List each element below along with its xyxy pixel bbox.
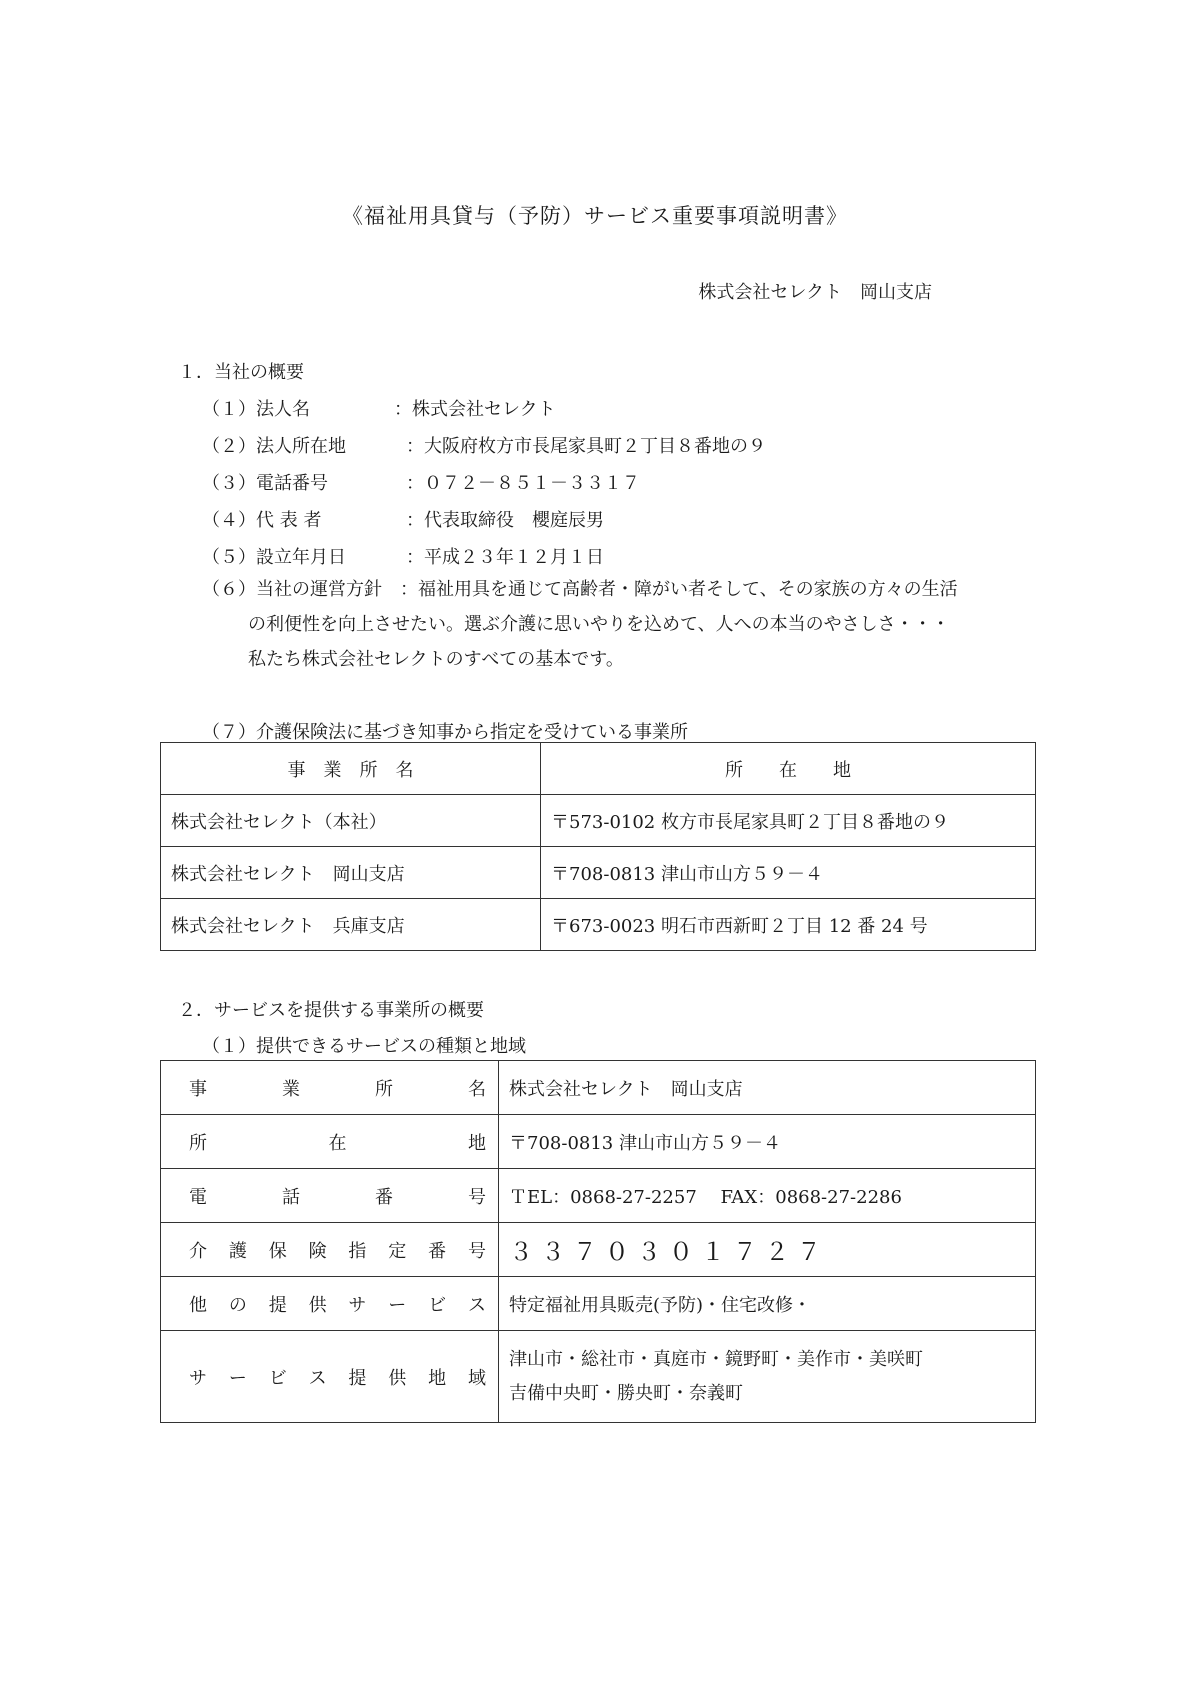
info-label: （３）電話番号 [202,473,328,494]
info-value: ：０７２－８５１－３３１７ [406,473,640,494]
service-office-table [160,1060,1036,1423]
row-key-insurance-number: 介護保険指定番号 [161,1223,499,1277]
info-row-corporate-name [202,395,556,421]
row-key-office-name: 事業所名 [161,1061,499,1115]
office-name-cell: 株式会社セレクト（本社） [161,795,541,847]
info-value: ：株式会社セレクト [394,399,556,420]
office-address-cell: 〒708-0813 津山市山方５９－４ [541,847,1036,899]
row-value-other-services: 特定福祉用具販売(予防)・住宅改修・ [499,1277,1036,1331]
table-row [161,899,1036,951]
info-label: （６）当社の運営方針 [202,579,382,600]
table-row [161,1115,1036,1169]
issuer-branch: 株式会社セレクト 岡山支店 [698,282,932,303]
table-row [161,847,1036,899]
policy-text-line-2: の利便性を向上させたい。選ぶ介護に思いやりを込めて、人への本当のやさしさ・・・ [248,614,950,635]
row-key-location: 所在地 [161,1115,499,1169]
management-policy [202,572,1032,677]
policy-text-line-1: ：福祉用具を通じて高齢者・障がい者そして、その家族の方々の生活 [400,579,958,600]
info-row-phone [202,469,640,495]
document-title: 《福祉用具貸与（予防）サービス重要事項説明書》 [342,204,848,228]
row-value-location: 〒708-0813 津山市山方５９－４ [499,1115,1036,1169]
row-value-office-name: 株式会社セレクト 岡山支店 [499,1061,1036,1115]
table-row [161,1277,1036,1331]
service-area-line-2: 吉備中央町・勝央町・奈義町 [509,1382,743,1404]
row-key-other-services: 他の提供サービス [161,1277,499,1331]
info-row-representative [202,506,604,532]
table-row [161,795,1036,847]
table-row [161,1061,1036,1115]
table-row [161,1169,1036,1223]
office-name-cell: 株式会社セレクト 岡山支店 [161,847,541,899]
section-2-heading: ２．サービスを提供する事業所の概要 [178,1000,484,1021]
row-value-phone: ＴEL：0868-27-2257 FAX：0868-27-2286 [499,1169,1036,1223]
row-key-service-area: サービス提供地域 [161,1331,499,1423]
policy-text-line-3: 私たち株式会社セレクトのすべての基本です。 [248,649,624,670]
table-header-row [161,743,1036,795]
info-row-established [202,543,604,569]
info-value: ：平成２３年１２月１日 [406,547,604,568]
info-value: ：代表取締役 櫻庭辰男 [406,510,604,531]
info-label: （４）代 表 者 [202,510,322,531]
office-address-cell: 〒673-0023 明石市西新町２丁目 12 番 24 号 [541,899,1036,951]
info-label: （２）法人所在地 [202,436,346,457]
offices-heading: （７）介護保険法に基づき知事から指定を受けている事業所 [202,722,688,743]
table-row [161,1223,1036,1277]
office-name-cell: 株式会社セレクト 兵庫支店 [161,899,541,951]
row-value-service-area [499,1331,1036,1423]
service-area-line-1: 津山市・総社市・真庭市・鏡野町・美作市・美咲町 [509,1348,923,1370]
table-row [161,1331,1036,1423]
info-label: （５）設立年月日 [202,547,346,568]
info-value: ：大阪府枚方市長尾家具町２丁目８番地の９ [406,436,766,457]
service-types-heading: （１）提供できるサービスの種類と地域 [202,1036,526,1057]
column-header-location: 所 在 地 [541,743,1036,795]
office-address-cell: 〒573-0102 枚方市長尾家具町２丁目８番地の９ [541,795,1036,847]
column-header-office-name: 事 業 所 名 [161,743,541,795]
section-1-heading: １．当社の概要 [178,362,304,383]
row-value-insurance-number: ３３７０３０１７２７ [499,1223,1036,1277]
info-row-address [202,432,766,458]
designated-offices-table [160,742,1036,951]
info-label: （１）法人名 [202,399,310,420]
row-key-phone: 電話番号 [161,1169,499,1223]
